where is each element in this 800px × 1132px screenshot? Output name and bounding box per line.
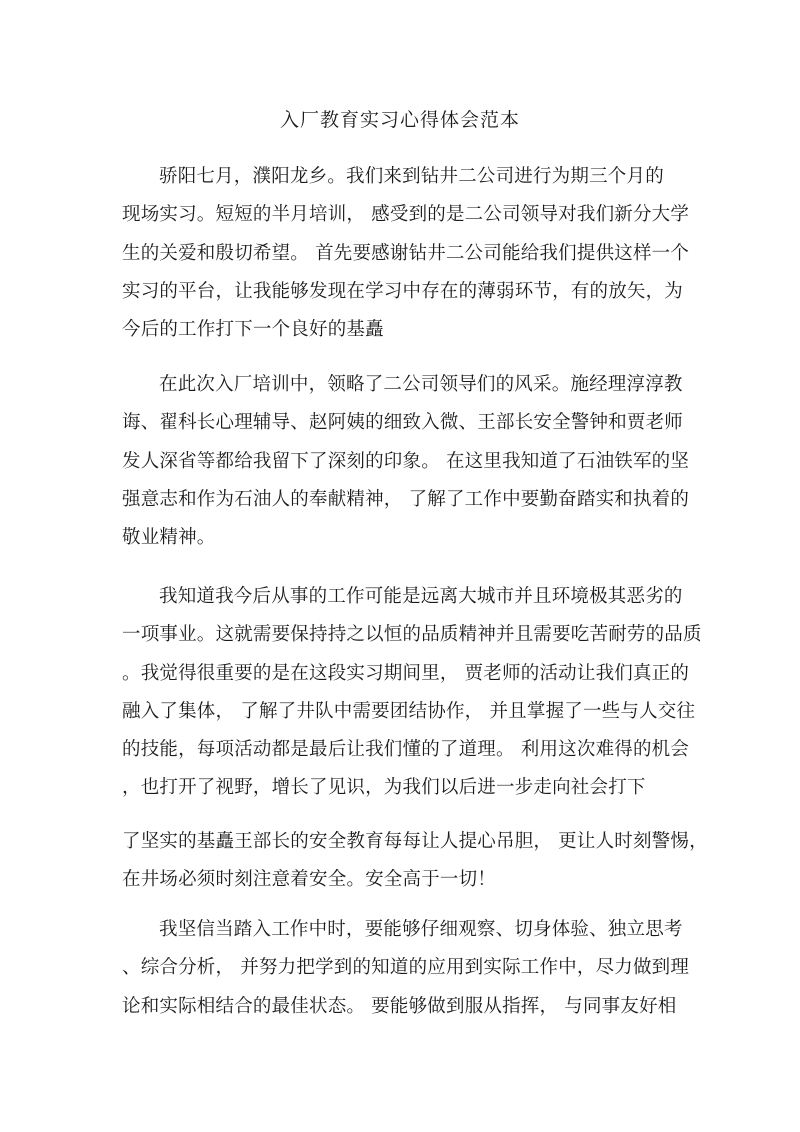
paragraph-line: 。我觉得很重要的是在这段实习期间里， 贾老师的活动让我们真正的 [122, 662, 690, 684]
paragraph-line: 我知道我今后从事的工作可能是远离大城市并且环境极其恶劣的 [159, 586, 683, 607]
paragraph-line: 了坚实的基矗王部长的安全教育每每让人提心吊胆， 更让人时刻警惕， [122, 831, 708, 852]
paragraph-line: 的技能，每项活动都是最后让我们懂的了道理。 利用这次难得的机会 [122, 739, 690, 761]
paragraph-line: 强意志和作为石油人的奉献精神， 了解了工作中要勤奋踏实和执着的 [122, 488, 690, 510]
paragraph-line: 现场实习。短短的半月培训， 感受到的是二公司领导对我们新分大学 [122, 204, 690, 226]
paragraph-line: 实习的平台，让我能够发现在学习中存在的薄弱环节，有的放矢，为 [122, 280, 684, 302]
paragraph-1 [122, 158, 690, 349]
paragraph-line: 生的关爱和殷切希望。 首先要感谢钻井二公司能给我们提供这样一个 [122, 242, 690, 264]
paragraph-line: 骄阳七月，濮阳龙乡。我们来到钻井二公司进行为期三个月的 [159, 166, 664, 187]
paragraph-line: 诲、翟科长心理辅导、赵阿姨的细致入微、王部长安全警钟和贾老师 [122, 412, 684, 434]
paragraph-line: 、综合分析， 并努力把学到的知道的应用到实际工作中，尽力做到理 [122, 957, 690, 979]
paragraph-line: 今后的工作打下一个良好的基矗 [122, 319, 384, 341]
paragraph-line: 在井场必须时刻注意着安全。安全高于一切！ [122, 869, 497, 891]
paragraph-5 [122, 911, 690, 1026]
paragraph-line: 发人深省等都给我留下了深刻的印象。 在这里我知道了石油铁军的坚 [122, 450, 690, 472]
paragraph-line: 一项事业。这就需要保持持之以恒的品质精神并且需要吃苦耐劳的品质 [122, 624, 702, 646]
paragraph-line: 在此次入厂培训中，领略了二公司领导们的风采。施经理淳淳教 [159, 374, 683, 395]
paragraph-line: 敬业精神。 [122, 527, 216, 549]
paragraph-3 [122, 578, 702, 808]
paragraph-line: 融入了集体， 了解了井队中需要团结协作， 并且掌握了一些与人交往 [122, 700, 696, 722]
paragraph-4 [122, 823, 708, 900]
paragraph-line: 论和实际相结合的最佳状态。 要能够做到服从指挥， 与同事友好相 [122, 995, 677, 1017]
paragraph-line: ，也打开了视野，增长了见识，为我们以后进一步走向社会打下 [122, 777, 646, 799]
paragraph-2 [122, 366, 690, 557]
paragraph-line: 我坚信当踏入工作中时，要能够仔细观察、切身体验、独立思考 [159, 919, 683, 940]
document-title: 入厂教育实习心得体会范本 [279, 109, 520, 131]
